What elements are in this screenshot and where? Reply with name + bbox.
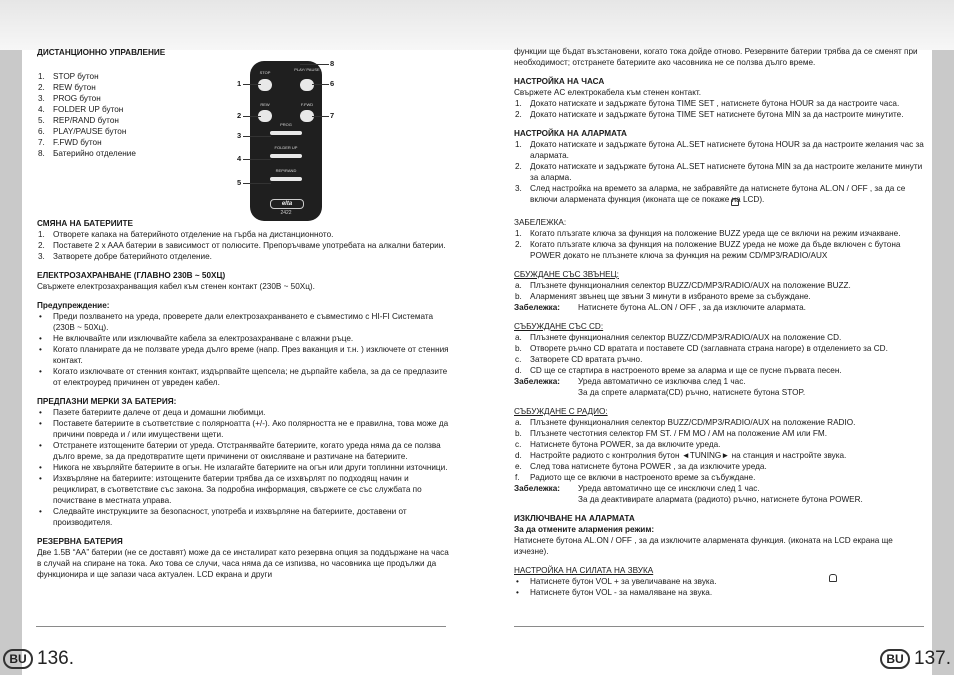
remote-folder-button <box>270 154 302 158</box>
list-marker: 7. <box>38 138 45 147</box>
list-marker: b. <box>515 344 522 353</box>
list-marker: 1. <box>515 229 522 238</box>
list-item <box>514 291 924 302</box>
list-item <box>37 251 449 262</box>
bullet-icon: • <box>516 588 519 597</box>
list-marker: b. <box>515 292 522 301</box>
callout-line <box>243 116 261 117</box>
header-band <box>0 0 954 50</box>
list-item <box>514 332 924 343</box>
list-item <box>514 472 924 483</box>
list-text: Плъзнете функционалния селектор BUZZ/CD/MP3/RADIO/AUX на положение RADIO. <box>530 418 856 427</box>
list-text: Докато натискате и задържате бутона TIME SET натиснете бутона MIN за да настроите минутите. <box>530 110 904 119</box>
callout-line <box>300 64 329 65</box>
remote-reprand-button <box>270 177 302 181</box>
alarm-title: НАСТРОЙКА НА АЛАРМАТА <box>514 129 627 138</box>
list-marker: 6. <box>38 127 45 136</box>
buzzer-title: СБУЖДАНЕ СЪС ЗВЪНЕЦ: <box>514 270 619 279</box>
list-marker: a. <box>515 333 522 342</box>
volume-title: НАСТРОЙКА НА СИЛАТА НА ЗВУКА <box>514 566 654 575</box>
list-text: PLAY/PAUSE бутон <box>53 127 127 136</box>
list-marker: a. <box>515 418 522 427</box>
list-text: Натиснете бутона POWER, за да включите уреда. <box>530 440 721 449</box>
volume-list <box>514 576 924 598</box>
remote-title: ДИСТАНЦИОННО УПРАВЛЕНИЕ <box>37 48 166 57</box>
list-item <box>514 109 924 120</box>
list-item <box>514 343 924 354</box>
list-marker: c. <box>515 440 522 449</box>
bullet-item <box>514 587 924 598</box>
list-marker: 2. <box>515 162 522 171</box>
bullet-item <box>37 473 449 506</box>
list-marker: f. <box>515 473 520 482</box>
list-marker: 1. <box>515 140 522 149</box>
bullet-icon: • <box>39 312 42 321</box>
backup-text: Две 1.5В “AA” батерии (не се доставят) може да се инсталират като резервна опция за поддържане на часа в случай на спиране на тока. Ако това се случи, часа няма да се изпизва, но часовника ще продължи да функционира и ще запази часа актуален. LCD екрана и други <box>37 548 449 579</box>
list-text: Плъзнете честотния селектор FM ST. / FM MO / AM на положение AM или FM. <box>530 429 827 438</box>
list-item <box>514 428 924 439</box>
list-item <box>37 93 237 104</box>
list-item <box>514 161 924 183</box>
list-marker: 3. <box>515 184 522 193</box>
bell-icon <box>731 198 739 206</box>
cd-title: СЪБУЖДАНЕ СЪС CD: <box>514 322 604 331</box>
bullet-text: Натиснете бутон VOL - за намаляване на звука. <box>530 588 713 597</box>
list-item <box>37 71 237 82</box>
bell-icon <box>829 574 837 582</box>
bullet-item <box>514 576 924 587</box>
bullet-text: Следвайте инструкциите за безопасност, употреба и изхвърляне на батериите, доставени от производителя. <box>53 507 407 527</box>
list-item <box>37 229 449 240</box>
list-marker: 1. <box>515 99 522 108</box>
callout-3: 3 <box>237 131 242 140</box>
bullet-item <box>37 407 449 418</box>
alarm-steps <box>514 139 924 205</box>
left-footer-rule <box>36 626 446 627</box>
bullet-item <box>37 506 449 528</box>
remote-model-number: 2422 <box>280 210 292 216</box>
list-marker: d. <box>515 451 522 460</box>
clock-title: НАСТРОЙКА НА ЧАСА <box>514 77 605 86</box>
list-item <box>37 115 237 126</box>
bullet-text: Пазете батериите далече от деца и домашни любимци. <box>53 408 266 417</box>
list-item <box>514 461 924 472</box>
bullet-icon: • <box>39 345 42 354</box>
precautions-list <box>37 407 449 528</box>
list-item <box>514 354 924 365</box>
callout-4: 4 <box>237 154 242 163</box>
list-item <box>514 139 924 161</box>
list-marker: 2. <box>38 241 45 250</box>
clock-steps <box>514 98 924 120</box>
remote-prog-button <box>270 131 302 135</box>
list-text: STOP бутон <box>53 72 99 81</box>
bullet-icon: • <box>39 474 42 483</box>
list-text: REW бутон <box>53 83 96 92</box>
remote-ffwd-label: F.FWD <box>300 102 314 107</box>
bullet-item <box>37 366 449 388</box>
list-text: Затворете CD вратата ръчно. <box>530 355 643 364</box>
note-list <box>514 228 924 261</box>
bullet-text: Натиснете бутон VOL + за увеличаване на звука. <box>530 577 717 586</box>
alarm-off-text: Натиснете бутона AL.ON / OFF , за да изключите алармената функция. (иконата на LCD екрана ще изчезне). <box>514 536 893 556</box>
list-text: Докато натискате и задържате бутона TIME SET , натиснете бутона HOUR за да настроите часа. <box>530 99 900 108</box>
list-text: Затворете добре батерийното отделение. <box>53 252 212 261</box>
alarm-off-title: ИЗКЛЮЧВАНЕ НА АЛАРМАТА <box>514 514 635 523</box>
right-side-strip <box>932 50 954 675</box>
list-item <box>514 417 924 428</box>
list-text: Отворете ръчно CD вратата и поставете CD (заглавната страна нагоре) в отделението за CD. <box>530 344 888 353</box>
note-label: Забележка: <box>514 484 561 493</box>
list-marker: 3. <box>38 252 45 261</box>
bullet-item <box>37 344 449 366</box>
callout-7: 7 <box>330 111 335 120</box>
list-item <box>514 228 924 239</box>
list-marker: 1. <box>38 72 45 81</box>
note-title: ЗАБЕЛЕЖКА: <box>514 218 567 227</box>
remote-parts-list <box>37 71 237 159</box>
batteries-steps <box>37 229 449 262</box>
callout-line <box>243 183 271 184</box>
list-item <box>37 137 237 148</box>
list-item <box>37 82 237 93</box>
list-marker: 2. <box>515 110 522 119</box>
radio-note-2: За да деактивирате алармата (радиото) ръчно, натиснете бутона POWER. <box>578 495 863 504</box>
note-text: Уреда автоматично ще се инсключи след 1 час. <box>578 484 760 493</box>
precautions-title: ПРЕДПАЗНИ МЕРКИ ЗА БАТЕРИЯ: <box>37 397 177 406</box>
list-item <box>514 280 924 291</box>
list-item <box>37 126 237 137</box>
callout-line <box>243 159 271 160</box>
bullet-icon: • <box>39 463 42 472</box>
clock-intro: Свържете AC електрокабела към стенен контакт. <box>514 88 702 97</box>
list-item <box>514 98 924 109</box>
right-footer-rule <box>514 626 924 627</box>
list-text: Алармeният звънец ще звъни 3 минути в избраното време за събуждане. <box>530 292 811 301</box>
note-label: Забележка: <box>514 377 561 386</box>
list-text: След настройка на времето за аларма, не забравяйте да натиснете бутона AL.ON / OFF , за да се включи алармената функция (иконата ще се покаже на LCD). <box>530 184 906 204</box>
list-marker: 8. <box>38 149 45 158</box>
power-text: Свържете електрозахранващия кабел към стенен контакт (230В ~ 50Хц). <box>37 282 315 291</box>
bullet-text: Отстранете изтощените батерии от уреда. Отстранявайте батериите, когато уреда няма да се ползва дълго време, за да предотвратите щети причинени от окисляване и разтичане на батериите. <box>53 441 441 461</box>
list-marker: e. <box>515 462 522 471</box>
batteries-title: СМЯНА НА БАТЕРИИТЕ <box>37 219 133 228</box>
bullet-icon: • <box>39 367 42 376</box>
list-item <box>514 365 924 376</box>
list-item <box>37 240 449 251</box>
remote-stop-label: STOP <box>259 70 271 75</box>
bullet-item <box>37 440 449 462</box>
language-badge: BU <box>3 649 33 669</box>
cd-steps <box>514 332 924 376</box>
power-title: ЕЛЕКТРОЗАХРАНВАНЕ (ГЛАВНО 230В ~ 50ХЦ) <box>37 271 226 280</box>
list-marker: 5. <box>38 116 45 125</box>
callout-6: 6 <box>330 79 335 88</box>
list-text: FOLDER UP бутон <box>53 105 124 114</box>
continued-text: функции ще бъдат възстановени, когато тока дойде отново. Резервните батерии трябва да се сменят при необходимост; отстранете батериите ако часовника не се ползва дълго време. <box>514 47 918 67</box>
bullet-text: Никога не хвърляйте батериите в огън. Не излагайте батериите на огън или други топлинни източници. <box>53 463 448 472</box>
callout-8: 8 <box>330 59 335 68</box>
cd-note <box>514 376 924 387</box>
remote-prog-label: PROG <box>280 122 292 127</box>
callout-line <box>312 116 329 117</box>
list-text: F.FWD бутон <box>53 138 102 147</box>
list-item <box>514 450 924 461</box>
bullet-item <box>37 462 449 473</box>
list-text: Когато плъзгате ключа за функция на положение BUZZ уреда не може да бъде включен с бутона POWER докато не плъзнете ключа за функция на режим CD/MP3/RADIO/AUX <box>530 240 901 260</box>
list-item <box>514 239 924 261</box>
remote-folder-label: FOLDER UP <box>274 145 298 150</box>
left-side-strip <box>0 50 22 675</box>
list-text: Когато плъзгате ключа за функция на положение BUZZ уреда ще се включи на режим изчакване. <box>530 229 901 238</box>
list-text: Радиото ще се включи в настроеното време за събуждане. <box>530 473 756 482</box>
list-text: Настройте радиото с контролния бутон ◄TUNING► на станция и настройте звука. <box>530 451 847 460</box>
remote-play-label: PLAY/ PAUSE <box>294 67 320 72</box>
right-page-column <box>514 46 924 598</box>
list-text: Плъзнете функционалния селектор BUZZ/CD/MP3/RADIO/AUX на положение CD. <box>530 333 842 342</box>
list-marker: 2. <box>515 240 522 249</box>
list-marker: 4. <box>38 105 45 114</box>
list-marker: 3. <box>38 94 45 103</box>
list-text: Поставете 2 x AAA батерии в зависимост от полюсите. Препоръчваме употребата на алкални батерии. <box>53 241 446 250</box>
remote-reprand-label: REP/RAND <box>275 168 297 173</box>
cd-note-2: За да спрете алармата(CD) ръчно, натиснете бутона STOP. <box>578 388 806 397</box>
list-text: След това натиснете бутона POWER , за да изключите уреда. <box>530 462 767 471</box>
bullet-text: Изхвърляне на батериите: изтощените батерии трябва да се изхвърлят по подходящ начин и рециклират, в съответствие със закона. За подробна информация, свържете се със службата по почистване в местната управа. <box>53 474 422 505</box>
bullet-text: Когато планирате да не ползвате уреда дълго време (напр. През ваканция и т.н. ) изключете от стенния контакт. <box>53 345 449 365</box>
list-text: PROG бутон <box>53 94 101 103</box>
list-item <box>514 183 924 205</box>
list-marker: 1. <box>38 230 45 239</box>
list-text: REP/RAND бутон <box>53 116 119 125</box>
callout-1: 1 <box>237 79 242 88</box>
remote-control-illustration <box>250 61 322 221</box>
bullet-text: Преди позлването на уреда, проверете дали електрозахранването е съвместимо с HI-FI Системата (230В ~ 50Хц). <box>53 312 434 332</box>
radio-title: СЪБУЖДАНЕ С РАДИО: <box>514 407 608 416</box>
list-text: Отворете капака на батерийното отделение на гърба на дистанционното. <box>53 230 334 239</box>
list-marker: 2. <box>38 83 45 92</box>
alarm-off-sub: За да отмените алармения режим: <box>514 525 655 534</box>
remote-rew-label: REW <box>260 102 270 107</box>
warning-list <box>37 311 449 388</box>
bullet-text: Не включвайте или изключвайте кабела за електрозахранване с влажни ръце. <box>53 334 354 343</box>
callout-line <box>243 84 261 85</box>
note-label: Забележка: <box>514 303 561 312</box>
list-item <box>514 439 924 450</box>
radio-note <box>514 483 924 494</box>
bullet-text: Поставете батериите в съответствие с полярноатта (+/-). Ако полярността не е правилна, това може да причини повреда и / или имуществени щети. <box>53 419 449 439</box>
remote-stop-button <box>258 79 272 91</box>
callout-2: 2 <box>237 111 242 120</box>
bullet-text: Когато изключвате от стенния контакт, издърпвайте щепсела; не дърпайте кабела, за да се предпазите от електроуред причинен от увреден кабел. <box>53 367 448 387</box>
list-text: CD ще се стартира в настроеното време за аларма и ще се пусне първата песен. <box>530 366 842 375</box>
list-marker: a. <box>515 281 522 290</box>
bullet-icon: • <box>516 577 519 586</box>
remote-play-button <box>300 79 314 91</box>
backup-title: РЕЗЕРВНА БАТЕРИЯ <box>37 537 123 546</box>
bullet-icon: • <box>39 419 42 428</box>
list-text: Докато натискате и задържате бутона AL.SET натиснете бутона HOUR за да настроите желания час за алармата. <box>530 140 924 160</box>
bullet-item <box>37 333 449 344</box>
warning-title: Предупреждение: <box>37 301 110 310</box>
callout-line <box>243 136 271 137</box>
list-item <box>37 148 237 159</box>
note-text: Уреда автоматично се изключва след 1 час. <box>578 377 746 386</box>
page-number: 136. <box>37 648 74 669</box>
buzzer-note <box>514 302 924 313</box>
radio-steps <box>514 417 924 483</box>
callout-5: 5 <box>237 178 242 187</box>
list-text: Батерийно отделение <box>53 149 136 158</box>
bullet-icon: • <box>39 408 42 417</box>
note-text: Натиснете бутона AL.ON / OFF , за да изключите алармата. <box>578 303 806 312</box>
language-badge: BU <box>880 649 910 669</box>
list-marker: b. <box>515 429 522 438</box>
bullet-icon: • <box>39 441 42 450</box>
buzzer-steps <box>514 280 924 302</box>
list-text: Докато натискате и задържате бутона AL.SET натиснете бутона MIN за да настроите желаните минути за аларма. <box>530 162 923 182</box>
left-page-number <box>3 644 74 674</box>
list-marker: c. <box>515 355 522 364</box>
bullet-icon: • <box>39 507 42 516</box>
callout-line <box>312 84 329 85</box>
right-page-number <box>880 644 951 674</box>
bullet-icon: • <box>39 334 42 343</box>
list-text: Плъзнете функционалния селектор BUZZ/CD/MP3/RADIO/AUX на положение BUZZ. <box>530 281 851 290</box>
list-item <box>37 104 237 115</box>
bullet-item <box>37 418 449 440</box>
remote-brand-logo: elta <box>270 199 304 209</box>
list-marker: d. <box>515 366 522 375</box>
bullet-item <box>37 311 449 333</box>
left-page-column <box>37 46 449 580</box>
page-number: 137. <box>914 648 951 669</box>
